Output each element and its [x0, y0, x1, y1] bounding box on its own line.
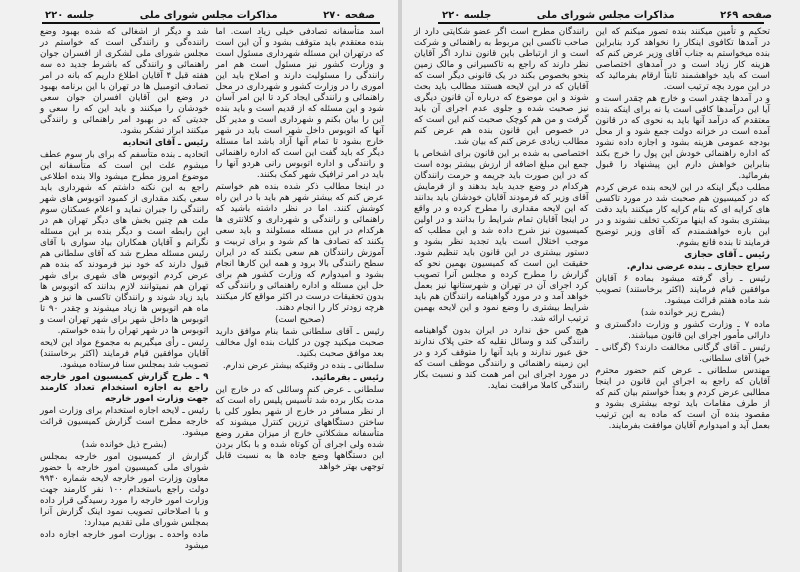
paragraph: ماده واحده ـ بوزارت امور خارجه اجازه داده میشود: [40, 530, 209, 551]
text-columns: [414, 27, 770, 433]
page-header: [45, 8, 375, 22]
paragraph: رئیس ـ لایحه اجازه استخدام برای وزارت امور خارجه مطرح است گزارش کمیسیون قرائت میشود.: [40, 406, 209, 438]
paragraph: (بشرح ذیل خوانده شد): [81, 440, 167, 450]
column-right: [596, 27, 771, 433]
paragraph: سلطانی ـ بنده در وقتیکه بیشتر عرض ندارم.: [222, 361, 384, 371]
paragraph: رئیس ـ آقای گرگانی مخالفت دارند؟ (گرگانی ـ خیر) آقای سلطانی.: [595, 343, 770, 364]
header-rule: [438, 22, 764, 24]
paragraph: اختصاصی به شده بر این قانون برای اشخاص با جمع این مبلغ اضافه از ارزش بیشتر بوده است که در این صورت باید جریمه و حرمت رانندگان هرکدام در وضع جدید باید بدهند و از فرمایش آقای وزیر که فرمودند آقایان خودشان باید بدانند که این لایحه مقداری را مطرح کرده و در واقع در اینجا آقایان تمام شرایط را بدانند و در اولین کمیسیون نیز شرح داده شد و این مطلب که موجب اختلال است باید تجدید نظر بشود و دستور بیشتری در این قانون باید تنظیم شود. حقیقت این است که کمیسیون بهمین نحو که گزارش را مطرح کرده و مجلس آنرا تصویب کرد اجرای آن در تهران و شهرستانها نیز بعمل خواهد آمد و در مورد گواهینامه رانندگان هم باید شرایط بیشتری را وضع نمود و این لایحه بهمین ترتیب ارائه شد.: [414, 149, 589, 324]
paragraph: در اینجا مطالب ذکر شده بنده هم خواستم عرض کنم که بیشتر شهر هم باید با در این راه کوشش کنند. اما در نظر داشته باشید که راهنمائی و رانندگی و شهرداری و کلانتری ها هرکدام در این مسئله مسئولند و باید سعی بکنند که تصادف ها کم شود و برای تربیت و آموزش رانندگان هم سعی بکنند که در ایران سطح رانندگی بالا برود و همه این کارها انجام بشود و امیدوارم که وزارت کشور هم برای حل این مسئله و اداره راهنمائی و رانندگی که بدون تحقیقات درست در اکثر مواقع کار میکنند هرچه زودتر کار را انجام دهند.: [215, 182, 384, 313]
paragraph: شد و دیگر از اشغالی که شده بهبود وضع راننده‌گی و رانندگی است که خواستم در مجلس شورای ملی لشکری از افسران جوان راهنمائی و رانندگی که باشرط جدید ده سه هفته قبل ۴ آقایان اطلاع داریم که بانه در امر تصادف اتومبیل ها در تهران با این برنامه بهبود در وضع این آقایان افسران جوان سعی خودشان را میکنند و باید این که را سعی و جدیتی که در بهبود امر راهنمائی و رانندگی میکنند ابراز تشکر بشود.: [40, 27, 209, 136]
paragraph: اتحادیه ـ بنده متأسفم که برای بار سوم عطف میشوم علت این است که متأسفانه این موضوع امروز مطرح میشود والا بنده اطلاعی راجع به این نکته داشتم که شهرداری باید سعی بکند مقداری از کمبود اتوبوس های شهر رانندگی را جبران نماید و اعلام عسکتان سوم ملت هم چنین بخش های دیگر تهران هم در این رابطه است و دیگر بنده بر این مسئله نگرانم و آقایان همکاران بیاد سواری با آقای رئیس مسئله مطرح شد که آقای سلطانی هم قبول دارند که خود نیز فرمودند که بنده هم عرض کردم اتوبوس های شهری برای شهر تهران هم نمیتوانند لازم بدانند که اتوبوس ها باید زیاد شوند و رانندگان تاکسی ها نیز و هر ماه هم اتوبوس ها زیاد میشوند و چقدر ۹۰ تا اتوبوس ها داخل شهر برای شهر تهران است و اتوبوس ها در شهر تهران را بنده خواستم.: [40, 150, 209, 336]
column-left: [414, 27, 589, 433]
paragraph: ماده ۷ ـ وزارت کشور و وزارت دادگستری و دارائی مأمور اجرای این قانون میباشند.: [595, 320, 771, 341]
speaker-heading: سراج حجازی ـ بنده عرضی ندارم.: [626, 262, 770, 272]
page-number: صفحه ۲۶۹: [720, 9, 772, 21]
speaker-heading: رئیس ـ آقای اتحادیه: [122, 138, 209, 148]
page-number: صفحه ۲۷۰: [323, 9, 375, 21]
session-number: جلسه ۲۲۰: [442, 9, 492, 21]
paragraph: رئیس ـ رأی گرفته میشود بماده ۶ آقایان موافقین قیام فرمایند (اکثر برخاستند) تصویب شد ماده هفتم قرائت میشود.: [595, 274, 770, 306]
speaker-heading: ۹ ـ طرح گزارش کمیسیون امور خارجه راجع به اجازه استخدام تعداد کارمند جهت وزارت امور خارجه: [40, 372, 209, 404]
paragraph: اسد متأسفانه تصادفی خیلی زیاد است. اما بنده معتقدم باید متوقف بشود و آن این است که درتهران این مسئله شهرداری مسئول است و وزارت کشور نیز مسئول است هم امر رانندگی را مسئولیت دارند و اصلاح باید این اموری را در وزارت کشور و شهرداری در محل راهنمائی و رانندگی ایجاد کرد تا این امر آسان شود و این مسئله که از قدیم است و باید بنده این را بیان بکنم و شهرداری است و مدیر کل آنها که اتوبوس داخل شهر است باید در شهر خارج بشود تا تمام آنها آزاد باشد اما مسئله دیگر که باید گفت این است که اداره راهنمائی و رانندگی و اداره اتوبوس رانی هردو آنها را باید در امر ترافیک شهر کمک بکنند.: [215, 27, 384, 180]
paragraph: مطلب دیگر اینکه در این لایحه بنده عرض کردم که در کمیسیون هم صحبت شد در مورد تاکسی های کرایه ای که بنام کرایه کار میکنند باید دقت بیشتری بشود که اینها مرتکب تخلف نشوند و در این باره خواهشمندم که آقای وزیر توضیح فرمایند تا بنده قانع بشوم.: [595, 183, 770, 248]
page-header: [442, 8, 772, 22]
paragraph: مهندس سلطانی ـ عرض کنم حضور محترم آقایان که راجع به اجرای این قانون در اینجا مطالبی عرض کردم و بعداً خواستم بیان کنم که از طرف مقامات باید توجه بیشتری بشود و مقصود بنده آن است که ماده به این ترتیب بعمل آید و امیدوارم آقایان موافقت بفرمایند.: [595, 366, 770, 431]
paragraph: رئیس ـ آقای سلطانی شما بنام موافق دارید صحبت میکنید چون در کلیات بنده اول مخالف بعد موافق صحبت بکنید.: [215, 327, 384, 359]
paragraph: هیچ کس حق ندارد در ایران بدون گواهینامه رانندگی کند و وسائل نقلیه که حتی پلاک ندارند حق عبور ندارند و باید آنها را متوقف کرد و در این زمینه راهنمائی و رانندگی موظف است که در مورد اجرای این امر همت کند و نسبت بکار رانندگی کاملا مراقبت نماید.: [414, 326, 589, 391]
text-columns: [40, 27, 384, 553]
header-rule: [42, 22, 380, 24]
session-number: جلسه ۲۲۰: [45, 9, 95, 21]
paragraph: سلطانی ـ عرض کنم وسائلی که در خارج این مدت بکار برده شد تأسیس پلیس راه است که از نظر مسافر در خارج از شهر بطور کلی با ساختن دستگاههای ترزین کنترل میشوند که متأسفانه مشکلاتی خارج از میزان مقرر وضع شده ولی اجرای آن کوتاه شده و با بکار بردن این دستگاهها وضع جاده ها به نسبت قابل توجهی بهتر خواهد: [215, 385, 384, 472]
paragraph: تحکیم و تأمین میکنند بنده تصور میکنم که این در آمدها تکافوی اینکار را نخواهد کرد بنابراین بنده میخواستم به جناب آقای وزیر عرض کنم که هزینه کار زیاد است و در آمدهای اختصاصی است که باید خواهشمند ثابتاً ارقام بفرمائید که در این مورد بچه ترتیب است.: [595, 27, 770, 92]
paragraph: (صحیح است): [274, 315, 325, 325]
column-left: [40, 27, 209, 553]
publication-title: مذاکرات مجلس شورای ملی: [139, 9, 278, 21]
column-right: [216, 27, 385, 553]
publication-title: مذاکرات مجلس شورای ملی: [536, 9, 675, 21]
paragraph: (بشرح زیر خوانده شد): [640, 308, 725, 318]
paragraph: رئیس ـ رأی میگیریم به مجموع مواد این لایحه آقایان موافقین قیام فرمایند (اکثر برخاستند) تصویب شد بمجلس سنا فرستاده میشود.: [40, 338, 209, 370]
speaker-heading: رئیس ـ آقای حجازی: [684, 250, 770, 260]
right-page: [402, 0, 800, 572]
left-page: [0, 0, 398, 572]
speaker-heading: رئیس ـ بفرمائید.: [311, 373, 384, 383]
paragraph: رانندگان مطرح است اگر عضو شکایتی دارد از صاحب تاکسی این مربوط به راهنمائی و شرکت است و از ارتباطی باین قانون ندارد اگر آقایان نظر دارند که راجع به تاکسیرانی و مالک زمین بنحو بخصوص بکند در یک قانونی دیگر است که آقایان که در این لایحه هستند مطالب باید بحث شوند و این موضوع که درباره آن قانون دیگری نیز صحبت شده و جلوی عدم اجرای آن باید گرفت و من هم کوچک صحبت کنم این است که در خصوص این قانون بنده هم عرض کنم مطالب زیادی عرض کنم که بیان شد.: [414, 27, 589, 147]
paragraph: و در آمدها چقدر است و خارج هم چقدر است و آیا این درآمدها کافی است یا نه برای اینکه بنده معتقدم که درآمد آنها باید به نحوی که در قانون آمده است در خزانه دولت جمع شود و از محل بودجه عمومی هزینه بشود و اجازه داده نشود که اداره راهنمائی خودش این پول را خرج بکند بنابراین خواهش دارم این پیشنهاد را قبول بفرمائید.: [595, 94, 770, 181]
paragraph: گزارش از کمیسیون امور خارجه بمجلس شورای ملی کمیسیون امور خارجه با حضور معاون وزارت امور خارجه لایحه شماره ۹۹۴۰ دولت راجع باستخدام ۱۰۰ نفر کارمند جهت وزارت امور خارجه را مورد رسیدگی قرار داده و با اصلاحاتی تصویب نمود اینک گزارش آنرا بمجلس شورای ملی تقدیم میدارد:: [40, 452, 209, 528]
